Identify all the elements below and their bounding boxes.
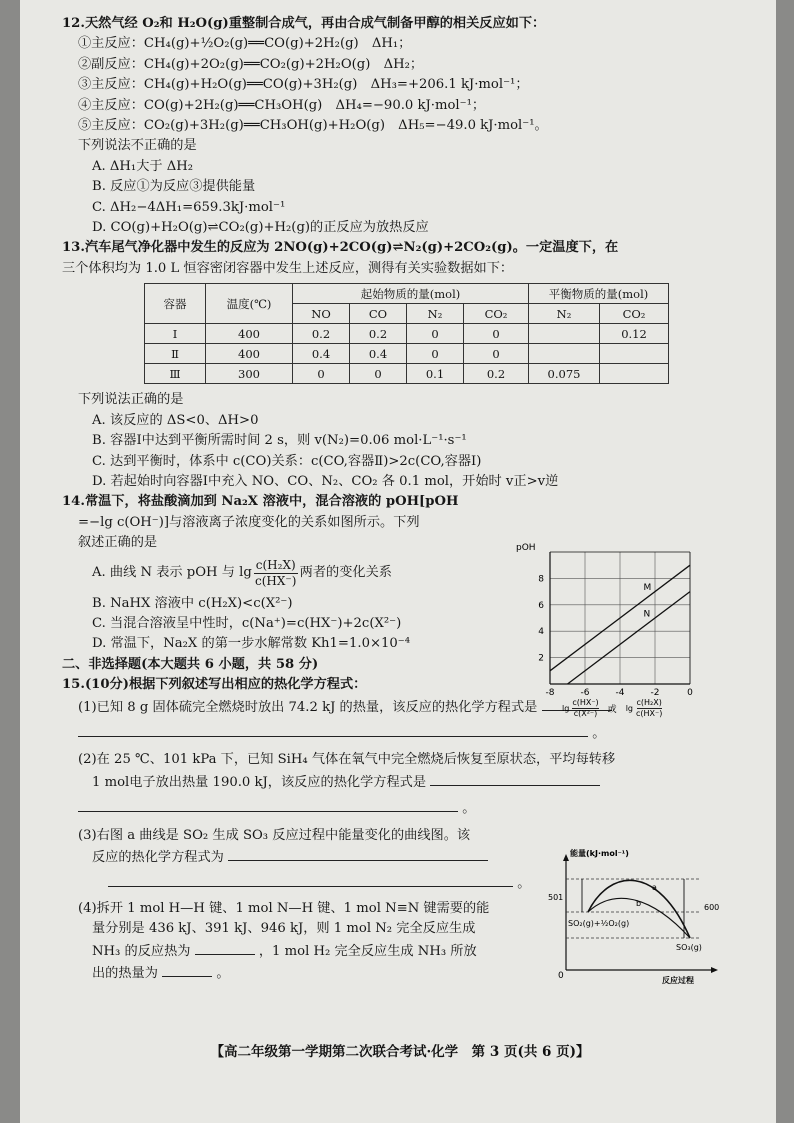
q12-reaction-1: ①主反应：CH₄(g)+½O₂(g)══CO(g)+2H₂(g) ΔH₁；	[78, 36, 412, 52]
q12-stem: 12.天然气经 O₂和 H₂O(g)重整制合成气，再由合成气制备甲醇的相关反应如下：	[62, 16, 546, 31]
q15-part-4a: (4)拆开 1 mol H—H 键、1 mol N—H 键、1 mol N≡N 键需要的能	[78, 900, 490, 916]
q13-data-table	[144, 283, 669, 384]
answer-blank[interactable]	[108, 872, 513, 887]
x-tick-label: -6	[580, 688, 590, 698]
q12-reaction-5: ⑤主反应：CO₂(g)+3H₂(g)══CH₃OH(g)+H₂O(g) ΔH₅=−49.0 kJ·mol⁻¹。	[78, 118, 548, 134]
answer-blank[interactable]	[228, 846, 488, 861]
table-cell	[600, 344, 669, 364]
chart-ticks	[538, 574, 693, 698]
q15-part-4b: 量分别是 436 kJ、391 kJ、946 kJ，则 1 mol N₂ 完全反应生成	[92, 921, 476, 937]
q12-option-c: C. ΔH₂−4ΔH₁=659.3kJ·mol⁻¹	[92, 199, 286, 215]
table-cell: 0	[407, 344, 464, 364]
table-row	[145, 324, 669, 344]
fraction-numerator: c(H₂X)	[255, 558, 296, 573]
page-footer: 【高二年级第一学期第二次联合考试·化学 第 3 页(共 6 页)】	[210, 1044, 590, 1060]
table-cell: 0	[464, 324, 529, 344]
fraction-denominator: c(HX⁻)	[255, 574, 297, 589]
q13-option-a: A. 该反应的 ΔS<0、ΔH>0	[92, 412, 259, 428]
x-tick-label: -2	[650, 688, 660, 698]
q14-option-a-tail: 两者的变化关系	[299, 565, 392, 581]
table-cell	[600, 364, 669, 384]
q15-part-4d-text: 出的热量为	[92, 966, 158, 982]
q12-reaction-3: ③主反应：CH₄(g)+H₂O(g)══CO(g)+3H₂(g) ΔH₃=+206.1 kJ·mol⁻¹；	[78, 77, 529, 93]
y-tick-label: 8	[538, 574, 544, 585]
q15-part-1-text: (1)已知 8 g 固体硫完全燃烧时放出 74.2 kJ 的热量，该反应的热化学方程式是	[78, 699, 538, 715]
answer-blank[interactable]	[195, 940, 255, 955]
table-cell: 0.4	[350, 344, 407, 364]
th-temperature: 温度(℃)	[206, 284, 293, 324]
fraction-numerator: c(HX⁻)	[572, 698, 599, 707]
energy-ylabel: 能量(kJ·mol⁻¹)	[570, 849, 629, 858]
chart-ylabel: pOH	[516, 543, 536, 553]
section-2-title: 二、非选择题(本大题共 6 小题，共 58 分)	[62, 656, 319, 672]
label-curve-a: a	[652, 883, 657, 892]
q14-stem-line3: 叙述正确的是	[78, 535, 158, 551]
q13-stem-line1: 13.汽车尾气净化器中发生的反应为 2NO(g)+2CO(g)⇌N₂(g)+2CO₂(g)。一定温度下，在	[62, 240, 619, 256]
arrow-up-icon	[563, 854, 569, 861]
y-tick-label: 6	[538, 600, 544, 611]
table-cell: 0.2	[464, 364, 529, 384]
table-cell: Ⅱ	[145, 344, 206, 364]
q14-stem-line1: 14.常温下，将盐酸滴加到 Na₂X 溶液中，混合溶液的 pOH[pOH	[62, 494, 459, 510]
period-mark: 。	[216, 966, 230, 982]
question-12	[62, 14, 742, 238]
label-curve-b: b	[636, 899, 642, 908]
answer-blank[interactable]	[78, 797, 458, 812]
xlabel-fraction-b	[636, 698, 662, 719]
th-container: 容器	[145, 284, 206, 324]
fraction-denominator: c(X²⁻)	[573, 709, 598, 718]
q12-reaction-4: ④主反应：CO(g)+2H₂(g)══CH₃OH(g) ΔH₄=−90.0 kJ·mol⁻¹；	[78, 97, 486, 113]
y-tick-label: 4	[538, 627, 544, 638]
energy-xlabel: 反应过程	[662, 976, 694, 985]
th-n2: N₂	[407, 304, 464, 324]
table-cell: Ⅲ	[145, 364, 206, 384]
q15-part-4c-tail: ，1 mol H₂ 完全反应生成 NH₃ 所放	[258, 943, 477, 959]
xlabel-lg-2: lg	[625, 704, 633, 713]
exam-page	[62, 14, 742, 984]
th-co2: CO₂	[464, 304, 529, 324]
x-tick-label: -4	[615, 688, 625, 698]
q14-option-a-text: A. 曲线 N 表示 pOH 与 lg	[92, 565, 252, 581]
table-cell: 0.2	[293, 324, 350, 344]
table-cell: 300	[206, 364, 293, 384]
xlabel-lg-1: lg	[562, 704, 570, 713]
q13-option-d: D. 若起始时向容器Ⅰ中充入 NO、CO、N₂、CO₂ 各 0.1 mol，开始时 v正>v逆	[92, 473, 559, 489]
table-cell: 0.075	[529, 364, 600, 384]
th-initial-amount: 起始物质的量(mol)	[293, 284, 529, 304]
table-cell: 0.1	[407, 364, 464, 384]
xlabel-or: 或	[607, 705, 617, 715]
answer-blank[interactable]	[162, 962, 212, 977]
q12-prompt: 下列说法不正确的是	[78, 138, 197, 154]
series-label-n: N	[643, 609, 651, 620]
q15-part-3a: (3)右图 a 曲线是 SO₂ 生成 SO₃ 反应过程中能量变化的曲线图。该	[78, 827, 471, 843]
q13-stem-line2: 三个体积均为 1.0 L 恒容密闭容器中发生上述反应，测得有关实验数据如下：	[62, 260, 514, 276]
y-tick-label: 2	[538, 653, 544, 664]
label-reactant: SO₂(g)+½O₂(g)	[568, 919, 630, 928]
table-cell: 0.2	[350, 324, 407, 344]
q15-part-3b-text: 反应的热化学方程式为	[92, 850, 224, 865]
q13-option-b: B. 容器Ⅰ中达到平衡所需时间 2 s，则 v(N₂)=0.06 mol·L⁻¹·s⁻¹	[92, 433, 467, 449]
series-line-n	[568, 592, 691, 684]
q14-option-c: C. 当混合溶液呈中性时，c(Na⁺)=c(HX⁻)+2c(X²⁻)	[92, 615, 402, 631]
q15-stem: 15.(10分)根据下列叙述写出相应的热化学方程式：	[62, 677, 367, 693]
table-cell: Ⅰ	[145, 324, 206, 344]
q12-option-d: D. CO(g)+H₂O(g)⇌CO₂(g)+H₂(g)的正反应为放热反应	[92, 220, 429, 236]
energy-origin: 0	[558, 971, 564, 981]
th-eq-co2: CO₂	[600, 304, 669, 324]
table-row	[145, 364, 669, 384]
curve-a	[588, 880, 690, 938]
answer-blank[interactable]	[78, 722, 588, 737]
question-13	[62, 238, 742, 492]
th-co: CO	[350, 304, 407, 324]
table-cell	[529, 344, 600, 364]
chart-xlabel	[562, 698, 662, 719]
period-mark: 。	[592, 725, 606, 741]
th-equilibrium-amount: 平衡物质的量(mol)	[529, 284, 669, 304]
table-cell: 400	[206, 344, 293, 364]
arrow-right-icon	[711, 967, 718, 973]
label-501: 501	[548, 893, 564, 902]
series-label-m: M	[643, 583, 652, 594]
q15-part-2a: (2)在 25 ℃、101 kPa 下，已知 SiH₄ 气体在氧气中完全燃烧后恢复至原状态，平均每转移	[78, 752, 616, 768]
period-mark: 。	[517, 876, 531, 892]
table-cell: 400	[206, 324, 293, 344]
fraction-denominator: c(HX⁻)	[636, 709, 663, 718]
x-tick-label: 0	[687, 688, 693, 698]
answer-blank[interactable]	[430, 771, 600, 786]
th-no: NO	[293, 304, 350, 324]
q15-part-4c-text: NH₃ 的反应热为	[92, 943, 191, 959]
label-product: SO₃(g)	[676, 943, 702, 952]
table-cell: 0.12	[600, 324, 669, 344]
q14-option-d: D. 常温下，Na₂X 的第一步水解常数 Kh1=1.0×10⁻⁴	[92, 636, 411, 652]
q15-part-2b-text: 1 mol电子放出热量 190.0 kJ，该反应的热化学方程式是	[92, 774, 427, 790]
period-mark: 。	[462, 801, 476, 817]
q14-option-b: B. NaHX 溶液中 c(H₂X)<c(X²⁻)	[92, 595, 293, 611]
q13-option-c: C. 达到平衡时，体系中 c(CO)关系：c(CO,容器Ⅱ)>2c(CO,容器Ⅰ)	[92, 453, 482, 469]
table-cell: 0	[350, 364, 407, 384]
q15-part-2b	[62, 771, 742, 793]
energy-diagram	[540, 846, 730, 986]
q13-prompt: 下列说法正确的是	[78, 392, 184, 408]
table-row	[145, 344, 669, 364]
energy-diagram-svg	[540, 846, 730, 986]
q15-part-2-line3	[62, 797, 742, 819]
fraction-numerator: c(H₂X)	[636, 698, 662, 707]
poh-chart	[514, 538, 704, 738]
th-eq-n2: N₂	[529, 304, 600, 324]
q12-option-b: B. 反应①为反应③提供能量	[92, 179, 256, 195]
table-cell	[529, 324, 600, 344]
label-600: 600	[704, 903, 720, 912]
q12-option-a: A. ΔH₁大于 ΔH₂	[92, 158, 194, 174]
table-cell: 0.4	[293, 344, 350, 364]
q14-option-a-fraction	[254, 558, 298, 589]
table-cell: 0	[407, 324, 464, 344]
q12-reaction-2: ②副反应：CH₄(g)+2O₂(g)══CO₂(g)+2H₂O(g) ΔH₂；	[78, 56, 424, 72]
x-tick-label: -8	[545, 688, 555, 698]
table-cell: 0	[464, 344, 529, 364]
q14-stem-line2: =−lg c(OH⁻)]与溶液离子浓度变化的关系如图所示。下列	[78, 514, 420, 530]
xlabel-fraction-a	[572, 698, 598, 719]
table-cell: 0	[293, 364, 350, 384]
